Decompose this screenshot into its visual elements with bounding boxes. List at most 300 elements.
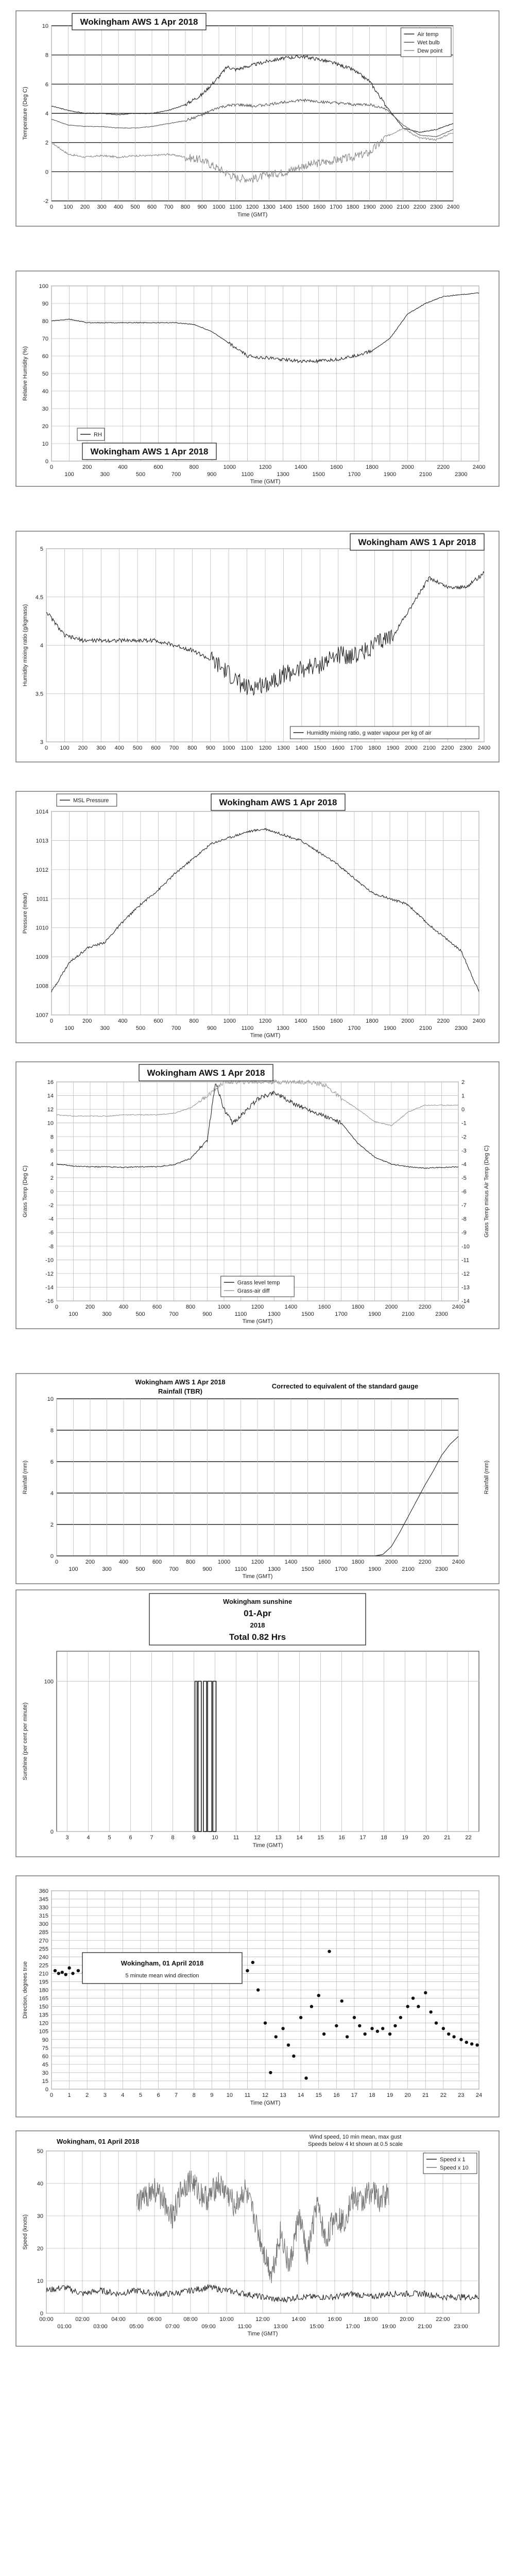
direction-point xyxy=(61,1971,64,1974)
x-tick-label: 2300 xyxy=(435,1311,448,1317)
y-axis-title: Humidity mixing ratio (g/kgmass) xyxy=(22,604,28,687)
y2-tick-label: 1 xyxy=(461,1093,465,1099)
chart-subtitle: Rainfall (TBR) xyxy=(158,1387,202,1395)
x-tick-label: 20 xyxy=(423,1835,430,1841)
direction-point xyxy=(406,2005,409,2008)
x-tick-label: 1400 xyxy=(294,464,307,470)
y-tick-label: 10 xyxy=(37,2278,43,2284)
x-tick-label: 2000 xyxy=(405,745,418,751)
direction-point xyxy=(64,1973,67,1976)
plot-area xyxy=(57,1651,479,1832)
y-tick-label: -2 xyxy=(43,198,48,205)
x-tick-label: 500 xyxy=(135,471,146,478)
x-tick-label: 1700 xyxy=(350,745,363,751)
direction-point xyxy=(322,2032,325,2036)
x-tick-label: 17 xyxy=(359,1835,366,1841)
direction-point xyxy=(393,2024,397,2027)
x-tick-label: 2300 xyxy=(430,204,443,210)
x-tick-label: 1300 xyxy=(268,1311,281,1317)
x-tick-label: 19 xyxy=(402,1835,408,1841)
y-tick-label: 50 xyxy=(42,371,48,377)
direction-point xyxy=(353,2016,356,2019)
x-tick-label: 1200 xyxy=(251,1559,264,1565)
x-tick-label: 1700 xyxy=(330,204,342,210)
x-tick-label: 100 xyxy=(64,471,74,478)
y-tick-label: 270 xyxy=(39,1938,48,1944)
y-tick-label: 60 xyxy=(42,2053,48,2060)
y-tick-label: 180 xyxy=(39,1987,48,1994)
x-tick-label: 2100 xyxy=(419,471,432,478)
x-tick-label: 15:00 xyxy=(310,2324,324,2330)
legend-label: Wet bulb xyxy=(417,40,440,46)
x-axis-title: Time (GMT) xyxy=(242,1318,273,1325)
x-tick-label: 2100 xyxy=(402,1311,415,1317)
y-tick-label: 80 xyxy=(42,318,48,325)
y2-tick-label: -6 xyxy=(461,1189,467,1195)
x-tick-label: 2400 xyxy=(452,1559,465,1565)
x-tick-label: 1000 xyxy=(223,1018,236,1024)
x-axis-title: Time (GMT) xyxy=(242,1573,273,1580)
x-tick-label: 700 xyxy=(169,1311,179,1317)
x-tick-label: 5 xyxy=(108,1835,111,1841)
x-tick-label: 100 xyxy=(63,204,73,210)
x-tick-label: 400 xyxy=(114,745,124,751)
y-tick-label: 255 xyxy=(39,1946,48,1953)
x-tick-label: 2400 xyxy=(447,204,460,210)
y2-tick-label: -7 xyxy=(461,1202,467,1209)
x-tick-label: 13 xyxy=(280,2092,286,2098)
y-tick-label: 20 xyxy=(42,423,48,430)
x-tick-label: 15 xyxy=(317,1835,324,1841)
humidity-chart xyxy=(15,270,500,487)
y2-tick-label: -4 xyxy=(461,1161,467,1168)
x-tick-label: 2100 xyxy=(402,1566,415,1572)
rainfall-chart xyxy=(15,1373,500,1584)
y-tick-label: 3 xyxy=(40,739,43,745)
x-tick-label: 1300 xyxy=(263,204,276,210)
direction-point xyxy=(381,2027,384,2030)
chart-note: Speeds below 4 kt shown at 0.5 scale xyxy=(307,2141,403,2147)
chart-title: Wokingham AWS 1 Apr 2018 xyxy=(80,17,198,27)
x-tick-label: 700 xyxy=(164,204,174,210)
direction-point xyxy=(269,2071,272,2074)
x-tick-label: 11 xyxy=(244,2092,251,2098)
chart-title: Wokingham, 01 April 2018 xyxy=(57,2138,140,2145)
x-tick-label: 200 xyxy=(85,1559,95,1565)
y-tick-label: 10 xyxy=(47,1120,54,1127)
x-tick-label: 18 xyxy=(381,1835,387,1841)
legend-label: Humidity mixing ratio, g water vapour per kg of air xyxy=(306,730,432,736)
x-tick-label: 11 xyxy=(233,1835,239,1841)
x-tick-label: 100 xyxy=(68,1566,78,1572)
x-tick-label: 16:00 xyxy=(328,2316,342,2323)
x-tick-label: 2300 xyxy=(435,1566,448,1572)
x-tick-label: 0 xyxy=(49,1018,54,1024)
x-tick-label: 24 xyxy=(475,2092,483,2098)
y-tick-label: 4 xyxy=(40,642,43,649)
x-tick-label: 900 xyxy=(207,471,217,478)
x-tick-label: 1100 xyxy=(241,1025,254,1031)
x-tick-label: 2100 xyxy=(419,1025,432,1031)
y-tick-label: 285 xyxy=(39,1929,48,1936)
chart-title: Wokingham AWS 1 Apr 2018 xyxy=(219,798,337,807)
x-tick-label: 4 xyxy=(121,2092,125,2098)
y-tick-label: 195 xyxy=(39,1979,48,1986)
x-tick-label: 2200 xyxy=(418,1559,432,1565)
x-tick-label: 0 xyxy=(49,2092,54,2098)
y-tick-label: 8 xyxy=(50,1134,54,1141)
x-tick-label: 0 xyxy=(44,745,48,751)
y-axis-title: Sunshine (per cent per minute) xyxy=(22,1702,28,1781)
legend-label: MSL Pressure xyxy=(73,798,109,804)
x-tick-label: 1100 xyxy=(229,204,242,210)
x-tick-label: 3 xyxy=(103,2092,107,2098)
direction-point xyxy=(470,2042,473,2045)
x-tick-label: 2200 xyxy=(418,1304,432,1310)
x-tick-label: 800 xyxy=(189,1018,199,1024)
y2-tick-label: -2 xyxy=(461,1134,467,1141)
x-tick-label: 600 xyxy=(153,464,163,470)
x-tick-label: 2100 xyxy=(397,204,409,210)
y-tick-label: 1012 xyxy=(36,867,48,873)
x-tick-label: 6 xyxy=(129,1835,132,1841)
y-tick-label: 3.5 xyxy=(35,691,43,698)
direction-point xyxy=(274,2035,278,2038)
direction-point xyxy=(328,1950,331,1953)
x-tick-label: 1400 xyxy=(284,1304,298,1310)
y-tick-label: 2 xyxy=(50,1522,54,1528)
x-tick-label: 1800 xyxy=(366,464,379,470)
y-tick-label: 2 xyxy=(50,1175,54,1181)
x-tick-label: 2200 xyxy=(413,204,426,210)
x-tick-label: 1600 xyxy=(318,1304,331,1310)
x-tick-label: 18:00 xyxy=(364,2316,378,2323)
legend-label: Grass-air diff xyxy=(237,1288,270,1294)
x-tick-label: 2300 xyxy=(455,1025,468,1031)
x-tick-label: 09:00 xyxy=(201,2324,216,2330)
x-tick-label: 1300 xyxy=(277,745,290,751)
x-tick-label: 1800 xyxy=(351,1304,365,1310)
y-tick-label: 16 xyxy=(47,1079,54,1086)
x-tick-label: 1600 xyxy=(330,1018,343,1024)
y2-tick-label: 0 xyxy=(461,1107,465,1113)
y-tick-label: 30 xyxy=(37,2213,43,2219)
y2-tick-label: -1 xyxy=(461,1120,467,1127)
y-tick-label: 360 xyxy=(39,1888,48,1894)
x-tick-label: 1000 xyxy=(222,745,235,751)
y-axis-title: Temperature (Deg C) xyxy=(22,87,28,140)
x-tick-label: 600 xyxy=(147,204,157,210)
x-tick-label: 5 xyxy=(139,2092,142,2098)
x-tick-label: 2400 xyxy=(472,1018,486,1024)
y-tick-label: -4 xyxy=(48,1216,54,1223)
x-tick-label: 1600 xyxy=(332,745,345,751)
y-tick-label: 10 xyxy=(47,1396,54,1402)
x-tick-label: 11:00 xyxy=(237,2324,252,2330)
x-tick-label: 500 xyxy=(132,745,143,751)
x-tick-label: 900 xyxy=(202,1311,212,1317)
x-tick-label: 19:00 xyxy=(382,2324,396,2330)
direction-point xyxy=(251,1961,254,1964)
x-tick-label: 1500 xyxy=(296,204,309,210)
y-tick-label: 50 xyxy=(37,2148,43,2155)
x-tick-label: 700 xyxy=(171,471,181,478)
x-tick-label: 8 xyxy=(192,2092,196,2098)
x-tick-label: 500 xyxy=(135,1311,145,1317)
x-tick-label: 200 xyxy=(80,204,90,210)
x-tick-label: 800 xyxy=(187,745,197,751)
x-tick-label: 22:00 xyxy=(436,2316,450,2323)
x-tick-label: 500 xyxy=(135,1566,145,1572)
y-tick-label: 1014 xyxy=(36,809,48,815)
x-tick-label: 1900 xyxy=(368,1566,381,1572)
y-tick-label: 300 xyxy=(39,1921,48,1928)
x-tick-label: 2400 xyxy=(452,1304,465,1310)
x-tick-label: 1700 xyxy=(335,1566,348,1572)
x-tick-label: 1900 xyxy=(368,1311,381,1317)
direction-point xyxy=(256,1988,260,1991)
x-tick-label: 200 xyxy=(82,1018,92,1024)
chart-total: Total 0.82 Hrs xyxy=(229,1632,286,1642)
x-tick-label: 16 xyxy=(333,2092,340,2098)
x-tick-label: 100 xyxy=(60,745,70,751)
chart-title: Wokingham AWS 1 Apr 2018 xyxy=(147,1068,265,1078)
x-tick-label: 2200 xyxy=(437,1018,450,1024)
x-tick-label: 9 xyxy=(210,2092,214,2098)
x-axis-title: Time (GMT) xyxy=(252,1842,283,1849)
y-tick-label: -16 xyxy=(45,1298,54,1304)
x-tick-label: 1700 xyxy=(348,1025,361,1031)
x-tick-label: 1200 xyxy=(259,745,272,751)
x-tick-label: 1300 xyxy=(277,1025,289,1031)
direction-point xyxy=(417,2005,420,2008)
x-tick-label: 800 xyxy=(189,464,199,470)
y-tick-label: 12 xyxy=(47,1107,54,1113)
direction-point xyxy=(292,2055,295,2058)
x-tick-label: 1200 xyxy=(246,204,259,210)
x-tick-label: 14 xyxy=(296,1835,303,1841)
x-tick-label: 04:00 xyxy=(111,2316,126,2323)
x-tick-label: 1500 xyxy=(312,1025,325,1031)
y-tick-label: 0 xyxy=(45,169,48,176)
y-tick-label: -6 xyxy=(48,1230,54,1236)
x-tick-label: 13:00 xyxy=(273,2324,288,2330)
x-tick-label: 1900 xyxy=(383,1025,397,1031)
y2-tick-label: -12 xyxy=(461,1270,470,1277)
direction-point xyxy=(335,2024,338,2027)
direction-point xyxy=(447,2032,450,2036)
x-tick-label: 1100 xyxy=(234,1311,247,1317)
y-tick-label: 315 xyxy=(39,1913,48,1920)
y-tick-label: 345 xyxy=(39,1896,48,1903)
x-tick-label: 1400 xyxy=(295,745,308,751)
legend-label: Grass level temp xyxy=(237,1280,280,1286)
y-tick-label: 5 xyxy=(40,546,43,552)
direction-point xyxy=(435,2021,438,2024)
x-tick-label: 14 xyxy=(298,2092,304,2098)
x-tick-label: 7 xyxy=(175,2092,178,2098)
y-tick-label: 30 xyxy=(42,2070,48,2076)
x-tick-label: 900 xyxy=(207,1025,217,1031)
x-tick-label: 06:00 xyxy=(147,2316,162,2323)
direction-point xyxy=(264,2021,267,2024)
x-tick-label: 14:00 xyxy=(291,2316,306,2323)
x-tick-label: 02:00 xyxy=(75,2316,90,2323)
sunshine-chart xyxy=(15,1589,500,1857)
y-tick-label: 165 xyxy=(39,1995,48,2002)
direction-point xyxy=(429,2010,432,2013)
y-tick-label: 14 xyxy=(47,1093,54,1099)
y2-tick-label: -5 xyxy=(461,1175,467,1181)
x-tick-label: 800 xyxy=(185,1304,196,1310)
legend-label: Dew point xyxy=(417,48,443,54)
x-tick-label: 2300 xyxy=(459,745,472,751)
x-tick-label: 600 xyxy=(152,1304,162,1310)
x-axis-title: Time (GMT) xyxy=(237,212,268,218)
y-tick-label: 2 xyxy=(45,140,48,146)
direction-point xyxy=(363,2032,366,2036)
x-tick-label: 10 xyxy=(212,1835,218,1841)
y-tick-label: 75 xyxy=(42,2045,48,2052)
y-tick-label: 100 xyxy=(39,283,48,290)
y-tick-label: 120 xyxy=(39,2020,48,2027)
x-tick-label: 17:00 xyxy=(346,2324,360,2330)
y2-tick-label: -8 xyxy=(461,1216,467,1223)
x-tick-label: 4 xyxy=(87,1835,90,1841)
x-tick-label: 2000 xyxy=(401,1018,414,1024)
x-tick-label: 300 xyxy=(102,1311,112,1317)
x-tick-label: 17 xyxy=(351,2092,358,2098)
x-tick-label: 2000 xyxy=(385,1304,398,1310)
y-tick-label: 1009 xyxy=(36,954,48,961)
y-tick-label: 225 xyxy=(39,1962,48,1969)
x-tick-label: 23:00 xyxy=(454,2324,468,2330)
x-tick-label: 23 xyxy=(458,2092,465,2098)
legend-label: RH xyxy=(94,432,102,438)
y2-tick-label: -10 xyxy=(461,1243,470,1250)
mixing-ratio-chart xyxy=(15,531,500,762)
x-tick-label: 05:00 xyxy=(129,2324,144,2330)
y-tick-label: 6 xyxy=(50,1147,54,1154)
x-tick-label: 1700 xyxy=(348,471,361,478)
y-tick-label: 10 xyxy=(42,23,48,29)
y-tick-label: -10 xyxy=(45,1257,54,1264)
x-tick-label: 1200 xyxy=(259,1018,272,1024)
x-tick-label: 600 xyxy=(153,1018,163,1024)
x-tick-label: 0 xyxy=(49,464,54,470)
chart-title: Wokingham AWS 1 Apr 2018 xyxy=(90,447,209,456)
x-axis-title: Time (GMT) xyxy=(250,1032,281,1039)
x-tick-label: 2000 xyxy=(385,1559,398,1565)
x-tick-label: 200 xyxy=(85,1304,95,1310)
y-tick-label: 0 xyxy=(45,459,48,465)
x-tick-label: 3 xyxy=(65,1835,69,1841)
x-tick-label: 16 xyxy=(338,1835,345,1841)
direction-point xyxy=(340,1999,344,2003)
y2-tick-label: -3 xyxy=(461,1147,467,1154)
y-axis-title: Grass Temp (Deg C) xyxy=(22,1165,28,1217)
direction-point xyxy=(71,1972,74,1975)
x-tick-label: 300 xyxy=(100,471,110,478)
pressure-chart xyxy=(15,791,500,1043)
y-tick-label: 90 xyxy=(42,2037,48,2043)
direction-point xyxy=(399,2016,402,2019)
y-tick-label: -12 xyxy=(45,1270,54,1277)
wind-speed-chart xyxy=(15,2130,500,2347)
x-tick-label: 1500 xyxy=(312,471,325,478)
y-tick-label: 135 xyxy=(39,2012,48,2019)
y2-axis-title: Rainfall (mm) xyxy=(484,1460,490,1495)
x-tick-label: 1000 xyxy=(223,464,236,470)
y-tick-label: 20 xyxy=(37,2246,43,2252)
x-tick-label: 08:00 xyxy=(183,2316,198,2323)
y-tick-label: 4 xyxy=(45,111,48,117)
x-tick-label: 400 xyxy=(118,1304,129,1310)
x-tick-label: 900 xyxy=(197,204,207,210)
direction-point xyxy=(310,2005,313,2008)
x-tick-label: 22 xyxy=(465,1835,472,1841)
x-axis-title: Time (GMT) xyxy=(247,2331,278,2337)
direction-point xyxy=(287,2043,290,2046)
y-tick-label: 1008 xyxy=(36,983,48,990)
chart-title: Wokingham AWS 1 Apr 2018 xyxy=(358,537,476,547)
x-tick-label: 1200 xyxy=(259,464,272,470)
direction-point xyxy=(459,2038,462,2041)
y-tick-label: 4 xyxy=(50,1161,54,1168)
x-tick-label: 10:00 xyxy=(219,2316,234,2323)
x-tick-label: 2400 xyxy=(472,464,486,470)
x-tick-label: 1300 xyxy=(268,1566,281,1572)
x-tick-label: 8 xyxy=(171,1835,175,1841)
x-tick-label: 22 xyxy=(440,2092,447,2098)
y-tick-label: 45 xyxy=(42,2061,48,2068)
y2-tick-label: -9 xyxy=(461,1230,467,1236)
y-tick-label: 30 xyxy=(42,406,48,412)
y-tick-label: -8 xyxy=(48,1243,54,1250)
x-tick-label: 1900 xyxy=(363,204,376,210)
y-tick-label: 40 xyxy=(42,388,48,395)
chart-subtitle: Wind speed, 10 min mean, max gust xyxy=(309,2134,402,2140)
chart-date: 01-Apr xyxy=(244,1608,271,1618)
y-tick-label: 60 xyxy=(42,353,48,360)
y-tick-label: 100 xyxy=(44,1679,54,1685)
wind-direction-chart xyxy=(15,1875,500,2117)
direction-point xyxy=(246,1969,249,1972)
legend-label: Speed x 10 xyxy=(440,2165,469,2171)
x-tick-label: 100 xyxy=(68,1311,78,1317)
x-tick-label: 200 xyxy=(82,464,92,470)
y-tick-label: 1010 xyxy=(36,925,48,931)
legend-label: Speed x 1 xyxy=(440,2157,466,2163)
x-tick-label: 1600 xyxy=(330,464,343,470)
x-tick-label: 1800 xyxy=(368,745,381,751)
y2-tick-label: 2 xyxy=(461,1079,465,1086)
x-tick-label: 1900 xyxy=(386,745,400,751)
x-tick-label: 1000 xyxy=(217,1559,231,1565)
x-tick-label: 15 xyxy=(315,2092,322,2098)
x-tick-label: 2400 xyxy=(477,745,491,751)
y-axis-title: Rainfall (mm) xyxy=(22,1460,28,1495)
direction-point xyxy=(452,2035,455,2038)
x-tick-label: 9 xyxy=(192,1835,196,1841)
x-tick-label: 0 xyxy=(49,204,54,210)
x-tick-label: 2000 xyxy=(380,204,393,210)
x-tick-label: 1 xyxy=(67,2092,71,2098)
x-tick-label: 6 xyxy=(157,2092,160,2098)
direction-point xyxy=(281,2027,284,2030)
y-axis-title: Direction, degrees true xyxy=(22,1961,28,2019)
x-tick-label: 600 xyxy=(152,1559,162,1565)
